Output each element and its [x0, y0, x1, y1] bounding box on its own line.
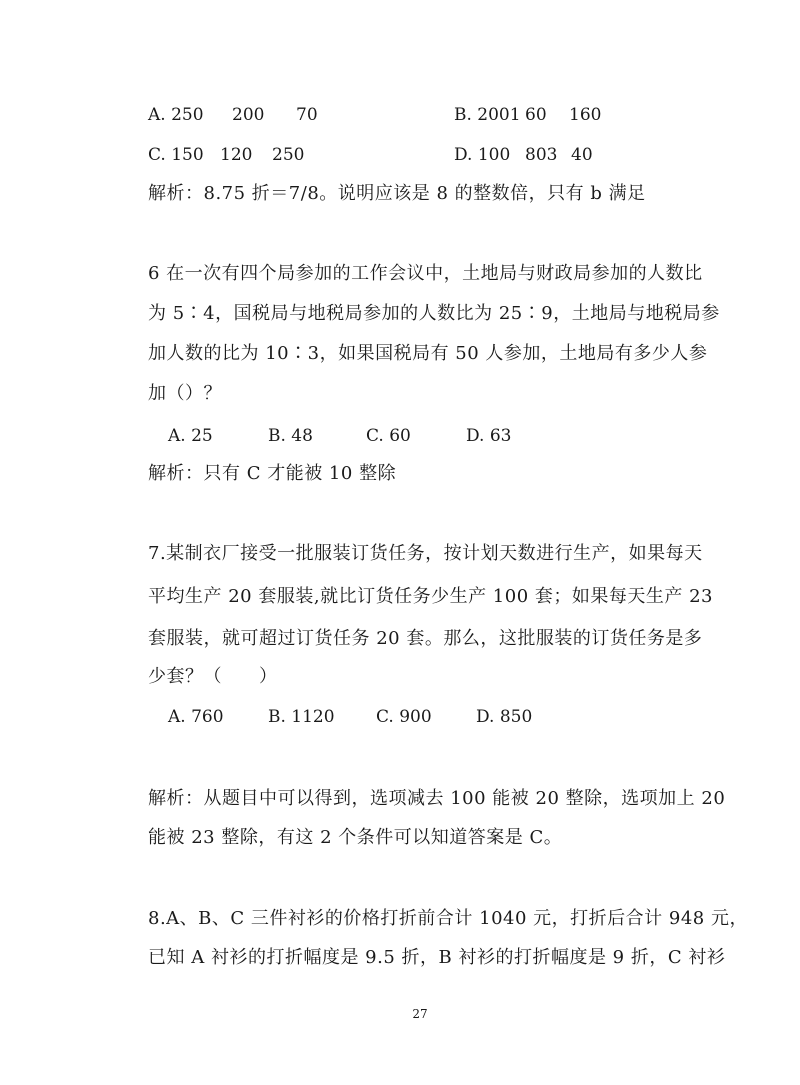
q7-option-b: B. 1120 — [268, 707, 335, 727]
q5-option-a-value-2: 200 — [232, 105, 265, 125]
q7-option-a: A. 760 — [168, 707, 224, 727]
q5-option-b — [454, 103, 601, 127]
q7-text-line-3: 套服装，就可超过订货任务 20 套。那么，这批服装的订货任务是多 — [148, 628, 703, 649]
q5-option-a-value-3: 70 — [296, 105, 318, 125]
q5-option-d — [454, 143, 593, 167]
q5-option-d-value-3: 40 — [571, 145, 593, 165]
q5-option-c-label: C. 150 — [148, 145, 204, 165]
q5-option-a-label: A. 250 — [148, 105, 204, 125]
q6-option-b: B. 48 — [268, 426, 313, 446]
q5-option-d-value-2: 803 — [525, 145, 558, 165]
q6-text-line-1: 6 在一次有四个局参加的工作会议中，土地局与财政局参加的人数比 — [148, 263, 703, 284]
q8-text-line-2: 已知 A 衬衫的打折幅度是 9.5 折，B 衬衫的打折幅度是 9 折，C 衬衫 — [148, 947, 726, 968]
q7-text-line-1: 7.某制衣厂接受一批服装订货任务，按计划天数进行生产，如果每天 — [148, 543, 703, 564]
q6-text-line-3: 加人数的比为 10∶3，如果国税局有 50 人参加，土地局有多少人参 — [148, 343, 708, 364]
q5-option-c — [148, 143, 304, 167]
q7-text-line-4: 少套？（ ） — [148, 666, 278, 687]
q7-option-d: D. 850 — [476, 707, 533, 727]
q5-analysis: 解析：8.75 折＝7/8。说明应该是 8 的整数倍，只有 b 满足 — [148, 183, 646, 204]
q7-analysis-line-2: 能被 23 整除，有这 2 个条件可以知道答案是 C。 — [148, 827, 563, 848]
q5-option-b-value-3: 160 — [569, 105, 602, 125]
q7-option-c: C. 900 — [376, 707, 432, 727]
q5-option-c-value-3: 250 — [272, 145, 305, 165]
q6-text-line-2: 为 5∶4，国税局与地税局参加的人数比为 25∶9，土地局与地税局参 — [148, 303, 720, 324]
q6-option-d: D. 63 — [466, 426, 512, 446]
q5-option-d-label: D. 100 — [454, 145, 511, 165]
q5-option-b-value-2: 60 — [525, 105, 547, 125]
q7-text-line-2: 平均生产 20 套服装,就比订货任务少生产 100 套；如果每天生产 23 — [148, 586, 713, 607]
q5-option-c-value-2: 120 — [220, 145, 253, 165]
q6-text-line-4: 加（）？ — [148, 383, 222, 404]
q5-option-b-label: B. 2001 — [454, 105, 521, 125]
q8-text-line-1: 8.A、B、C 三件衬衫的价格打折前合计 1040 元，打折后合计 948 元， — [148, 908, 748, 929]
q5-option-a — [148, 103, 318, 127]
q7-analysis-line-1: 解析：从题目中可以得到，选项减去 100 能被 20 整除，选项加上 20 — [148, 788, 726, 809]
q6-option-a: A. 25 — [168, 426, 213, 446]
q6-option-c: C. 60 — [366, 426, 411, 446]
q6-analysis: 解析：只有 C 才能被 10 整除 — [148, 463, 397, 484]
page-number: 27 — [412, 1007, 428, 1021]
